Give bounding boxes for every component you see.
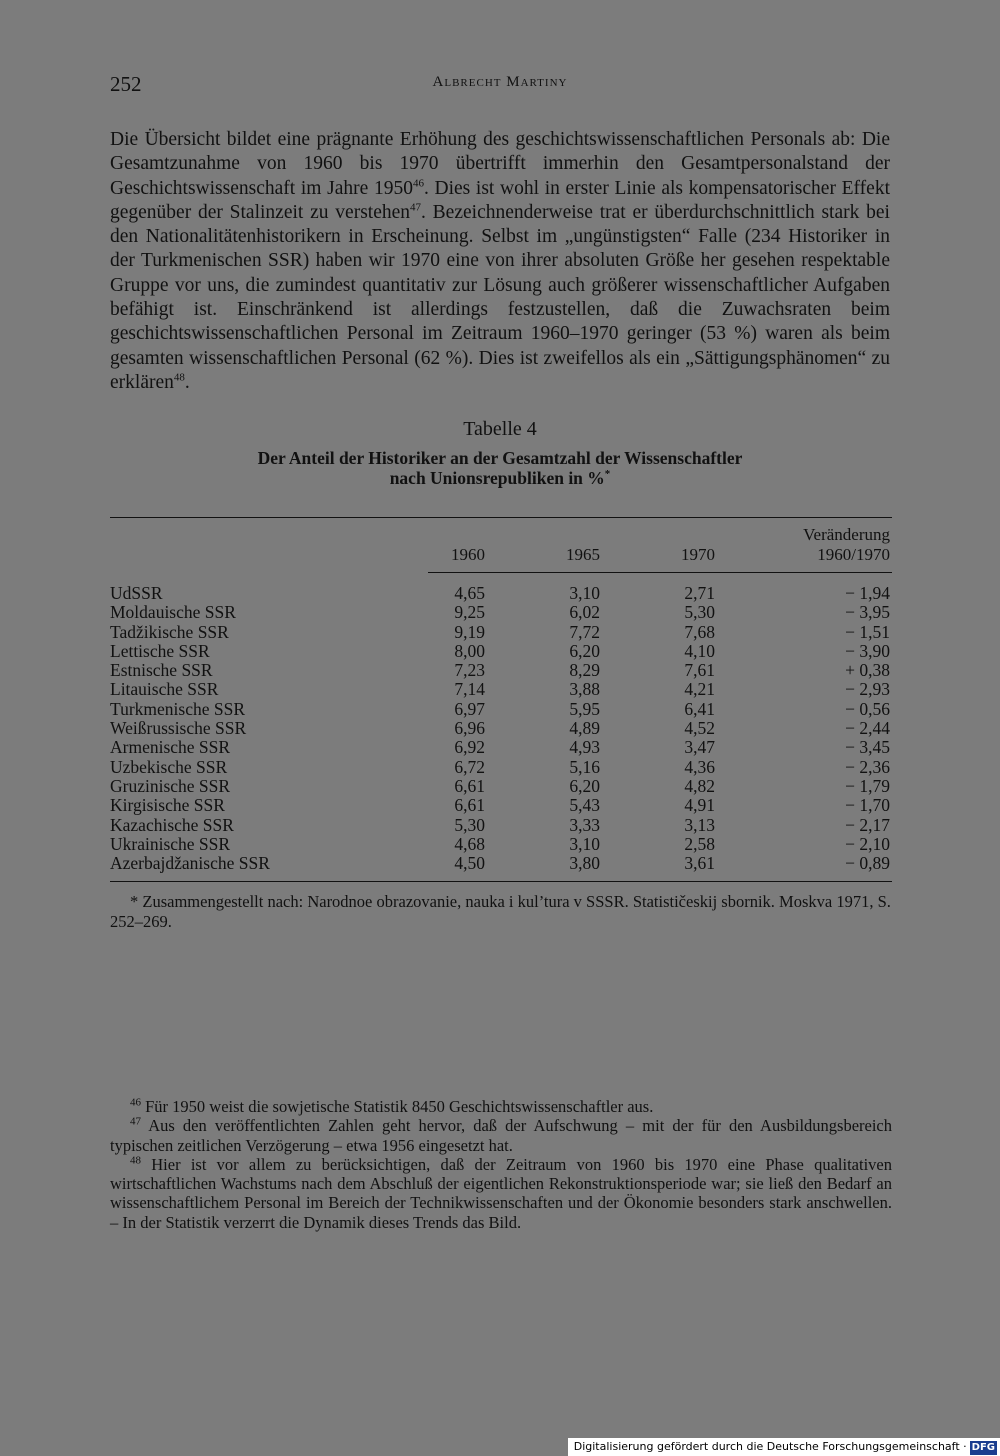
value-1965: 8,29 (569, 660, 600, 681)
value-1970: 6,41 (684, 698, 715, 719)
value-1970: 3,13 (684, 814, 715, 835)
value-1965: 5,43 (569, 795, 600, 816)
table-row (110, 719, 892, 738)
running-head: Albrecht Martiny (432, 74, 568, 90)
table-row (110, 835, 892, 854)
republic-name: Lettische SSR (110, 640, 210, 661)
table-row (110, 777, 892, 796)
value-1970: 3,61 (684, 853, 715, 874)
value-1970: 2,71 (684, 583, 715, 603)
table-row (110, 642, 892, 661)
table-subtitle: nach Unionsrepubliken in %* (389, 468, 611, 488)
value-change: − 2,36 (845, 756, 890, 777)
value-change: − 3,95 (845, 602, 890, 623)
value-change: − 2,44 (845, 718, 890, 739)
value-change: − 1,79 (845, 775, 890, 796)
table-row (110, 700, 892, 719)
table-row (110, 584, 892, 603)
value-1960: 8,00 (454, 640, 485, 661)
table-row (110, 661, 892, 680)
table-body (110, 584, 892, 873)
value-change: − 0,56 (845, 698, 890, 719)
table-source-marker: * (604, 468, 611, 481)
table-row (110, 603, 892, 622)
republic-name: Moldauische SSR (110, 602, 236, 623)
value-1970: 4,91 (684, 795, 715, 816)
value-1960: 6,61 (454, 795, 485, 816)
footnote-ref-48: 48 (173, 371, 185, 384)
value-1965: 3,33 (569, 814, 600, 835)
value-1970: 4,10 (684, 640, 715, 661)
table-top-rule (110, 517, 892, 518)
table-caption: Tabelle 4 (463, 418, 537, 440)
footnote-number: 46 (130, 1096, 141, 1109)
value-1965: 3,10 (569, 833, 600, 854)
value-1965: 3,80 (569, 853, 600, 874)
value-change: + 0,38 (845, 660, 890, 681)
republic-name: Kirgisische SSR (110, 795, 225, 816)
value-change: − 3,90 (845, 640, 890, 661)
table-title (0, 448, 1000, 488)
value-1960: 9,25 (454, 602, 485, 623)
republic-name: Kazachische SSR (110, 814, 234, 835)
republic-name: Turkmenische SSR (110, 698, 246, 719)
value-change: − 3,45 (845, 737, 890, 758)
value-change: − 2,93 (845, 679, 890, 700)
republic-name: Weißrussische SSR (110, 718, 247, 739)
republic-name: Armenische SSR (110, 737, 231, 758)
value-change: − 2,10 (845, 833, 890, 854)
table-row (110, 623, 892, 642)
value-1965: 7,72 (569, 621, 600, 642)
value-1960: 6,61 (454, 775, 485, 796)
republic-name: Uzbekische SSR (110, 756, 228, 777)
value-1960: 6,92 (454, 737, 485, 758)
value-1960: 4,68 (454, 833, 485, 854)
value-1965: 4,89 (569, 718, 600, 739)
footnote-ref-47: 47 (410, 201, 422, 214)
value-1970: 7,61 (684, 660, 715, 681)
value-1960: 7,23 (454, 660, 485, 681)
value-1965: 6,02 (569, 602, 600, 623)
page-number: 252 (110, 72, 142, 96)
value-1960: 5,30 (454, 814, 485, 835)
value-1970: 4,52 (684, 718, 715, 739)
footnote-text: Für 1950 weist die sowjetische Statistik 8450 Geschichtswissenschaftler aus. (141, 1097, 654, 1116)
value-1965: 5,95 (569, 698, 600, 719)
value-1965: 4,93 (569, 737, 600, 758)
value-1965: 6,20 (569, 640, 600, 661)
republic-name: Azerbajdžanische SSR (110, 853, 270, 874)
table-header-rule (428, 572, 892, 573)
value-1970: 2,58 (684, 833, 715, 854)
digitization-banner: Digitalisierung gefördert durch die Deutsche Forschungsgemeinschaft · DFG (568, 1438, 1000, 1456)
value-1970: 4,82 (684, 775, 715, 796)
table-row (110, 854, 892, 873)
value-1960: 7,14 (454, 679, 485, 700)
footnote-text: Hier ist vor allem zu berücksichtigen, daß der Zeitraum von 1960 bis 1970 eine Phase qualitativen wirtschaftlichen Wachstums nach dem Abschluß der eigentlichen Rekonstruktionsperiode war; sie ließ den Bedarf an wissenschaftlichem Personal im Bereich der Technikwissenschaften und der Ökonomie besonders stark anschwellen. – In der Statistik verzerrt die Dynamik dieses Trends das Bild. (110, 1154, 892, 1232)
footnote-text: Aus den veröffentlichten Zahlen geht hervor, daß der Aufschwung – mit der für den Ausbildungsbereich typischen zeitlichen Verzögerung – etwa 1956 eingesetzt hat. (110, 1116, 892, 1155)
republic-name: UdSSR (110, 583, 163, 603)
table-row (110, 758, 892, 777)
republic-name: Litauische SSR (110, 679, 219, 700)
column-header-1970: 1970 (681, 545, 715, 564)
column-header-1960: 1960 (451, 545, 485, 564)
table-title-line1: Der Anteil der Historiker an der Gesamtzahl der Wissenschaftler (257, 448, 743, 468)
footnote-ref-46: 46 (412, 177, 424, 190)
value-1970: 5,30 (684, 602, 715, 623)
value-1965: 5,16 (569, 756, 600, 777)
value-change: − 0,89 (845, 853, 890, 874)
table-row (110, 816, 892, 835)
value-change: − 1,70 (845, 795, 890, 816)
republic-name: Tadžikische SSR (110, 621, 229, 642)
table-row (110, 680, 892, 699)
value-change: − 1,51 (845, 621, 890, 642)
body-paragraph: Die Übersicht bildet eine prägnante Erhöhung des geschichtswissenschaftlichen Personals ab: Die Gesamtzunahme von 1960 bis 1970 übertrifft immerhin den Gesamtpersonalstand der Geschichtswissenschaft im Jahre 1950$^{46}$. Dies ist wohl in erster Linie als kompensatorischer Effekt gegenüber der Stalinzeit zu verstehen$^{47}$. Bezeichnenderweise trat er überdurchschnittlich stark bei den Nationalitätenhistorikern in Erscheinung. Selbst im „ungünstigsten“ Falle (234 Historiker in der Turkmenischen SSR) haben wir 1970 eine von ihrer absoluten Größe her gesehen respektable Gruppe vor uns, die zumindest quantitativ zur Lösung auch größerer wissenschaftlicher Aufgaben befähigt ist. Einschränkend ist allerdings festzustellen, daß die Zuwachsraten beim geschichtswissenschaftlichen Personal im Zeitraum 1960–1970 geringer (53 %) waren als beim gesamten wissenschaftlichen Personal (62 %). Dies ist zweifellos als ein „Sättigungsphänomen“ zu erklären$^{48}$. (110, 129, 890, 393)
footnote-48 (110, 1155, 892, 1232)
value-1960: 4,65 (454, 583, 485, 603)
value-1960: 6,97 (454, 698, 485, 719)
value-1960: 4,50 (454, 853, 485, 874)
value-1965: 3,88 (569, 679, 600, 700)
footnote-number: 48 (130, 1154, 141, 1167)
footnote-46 (110, 1097, 892, 1116)
table-row (110, 738, 892, 757)
footnotes (110, 1097, 892, 1232)
value-1965: 3,10 (569, 583, 600, 603)
value-1970: 3,47 (684, 737, 715, 758)
dfg-logo: DFG (971, 1442, 995, 1453)
table-source-note: * Zusammengestellt nach: Narodnoe obrazovanie, nauka i kul’tura v SSSR. Statističeskij sbornik. Moskva 1971, S. 252–269. (110, 892, 891, 931)
column-header-change: Veränderung 1960/1970 (803, 525, 890, 564)
republic-name: Estnische SSR (110, 660, 213, 681)
value-change: − 2,17 (845, 814, 890, 835)
table-row (110, 796, 892, 815)
table-bottom-rule (110, 881, 892, 882)
republic-name: Ukrainische SSR (110, 833, 231, 854)
value-1970: 4,21 (684, 679, 715, 700)
value-1970: 4,36 (684, 756, 715, 777)
footnote-47 (110, 1116, 892, 1155)
value-1970: 7,68 (684, 621, 715, 642)
column-header-1965: 1965 (566, 545, 600, 564)
value-1965: 6,20 (569, 775, 600, 796)
value-1960: 9,19 (454, 621, 485, 642)
footnote-number: 47 (130, 1115, 141, 1128)
republic-name: Gruzinische SSR (110, 775, 231, 796)
value-1960: 6,96 (454, 718, 485, 739)
value-1960: 6,72 (454, 756, 485, 777)
value-change: − 1,94 (845, 583, 890, 603)
